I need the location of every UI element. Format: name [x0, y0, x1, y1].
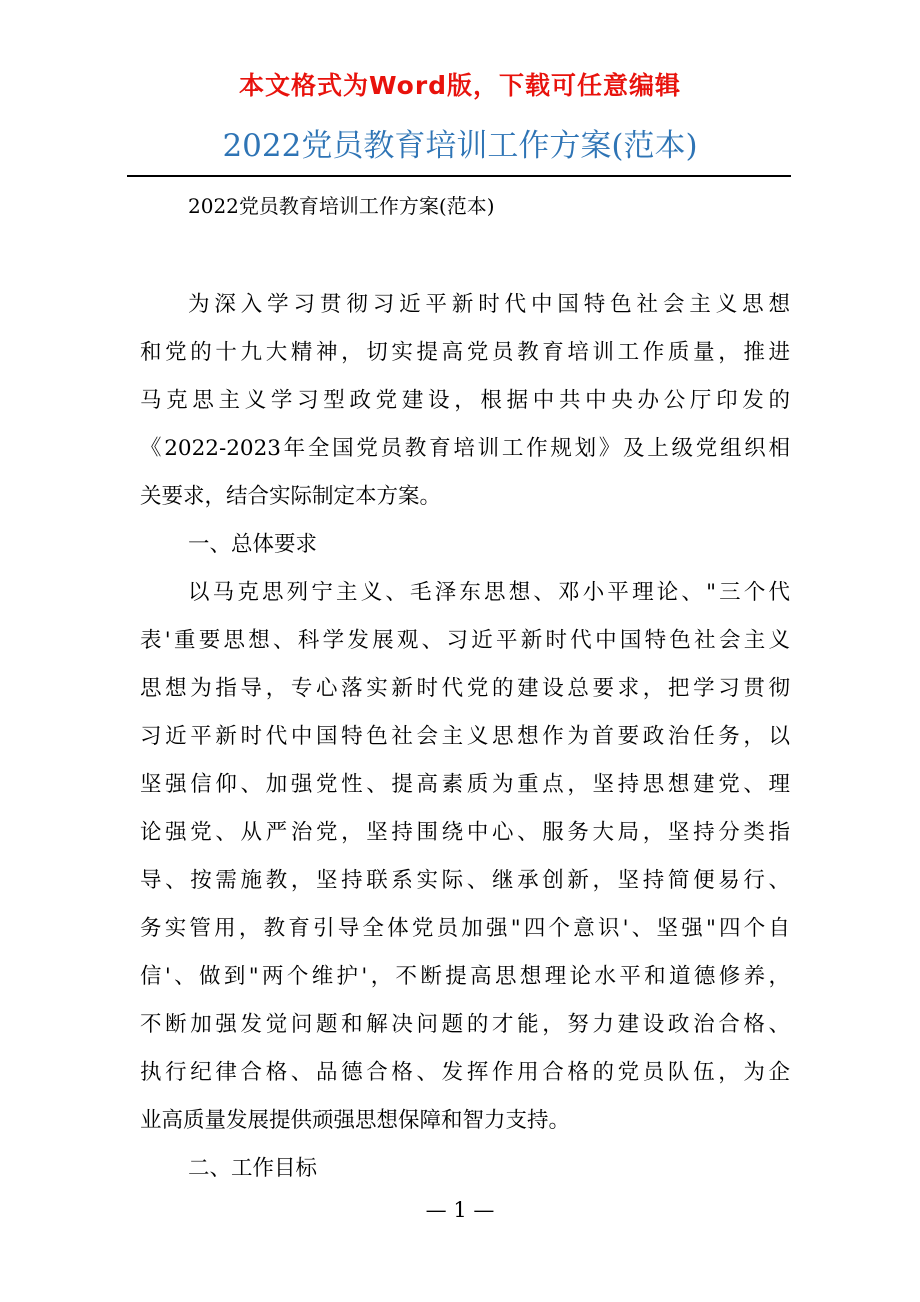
body-line: 马克思主义学习型政党建设，根据中共中央办公厅印发的	[140, 388, 790, 413]
document-body	[140, 281, 790, 1193]
body-line: 习近平新时代中国特色社会主义思想作为首要政治任务，以	[140, 724, 790, 749]
body-line: 不断加强发觉问题和解决问题的才能，努力建设政治合格、	[140, 1012, 790, 1037]
section-heading: 一、总体要求	[188, 532, 318, 557]
section-heading: 二、工作目标	[188, 1156, 318, 1181]
body-line: 表'重要思想、科学发展观、习近平新时代中国特色社会主义	[140, 628, 790, 653]
body-line: 和党的十九大精神，切实提高党员教育培训工作质量，推进	[140, 340, 790, 365]
page-title: 2022党员教育培训工作方案(范本)	[222, 128, 698, 164]
body-line: 务实管用，教育引导全体党员加强"四个意识'、坚强"四个自	[140, 916, 790, 941]
page-number: — 1 —	[425, 1198, 495, 1222]
body-line: 以马克思列宁主义、毛泽东思想、邓小平理论、"三个代	[188, 580, 790, 605]
body-line: 论强党、从严治党，坚持围绕中心、服务大局，坚持分类指	[140, 820, 790, 845]
body-line: 执行纪律合格、品德合格、发挥作用合格的党员队伍，为企	[140, 1060, 790, 1085]
document-subtitle: 2022党员教育培训工作方案(范本)	[188, 194, 495, 218]
body-line: 导、按需施教，坚持联系实际、继承创新，坚持简便易行、	[140, 868, 790, 893]
body-line: 为深入学习贯彻习近平新时代中国特色社会主义思想	[188, 292, 790, 317]
body-line: 业高质量发展提供顽强思想保障和智力支持。	[140, 1108, 571, 1133]
body-line: 《2022-2023年全国党员教育培训工作规划》及上级党组织相	[140, 436, 790, 461]
body-line: 关要求，结合实际制定本方案。	[140, 484, 442, 509]
body-line: 坚强信仰、加强党性、提高素质为重点，坚持思想建党、理	[140, 772, 790, 797]
body-line: 思想为指导，专心落实新时代党的建设总要求，把学习贯彻	[140, 676, 790, 701]
title-divider	[127, 175, 791, 177]
format-notice: 本文格式为Word版，下载可任意编辑	[238, 71, 682, 100]
body-line: 信'、做到"两个维护'，不断提高思想理论水平和道德修养，	[140, 964, 790, 989]
